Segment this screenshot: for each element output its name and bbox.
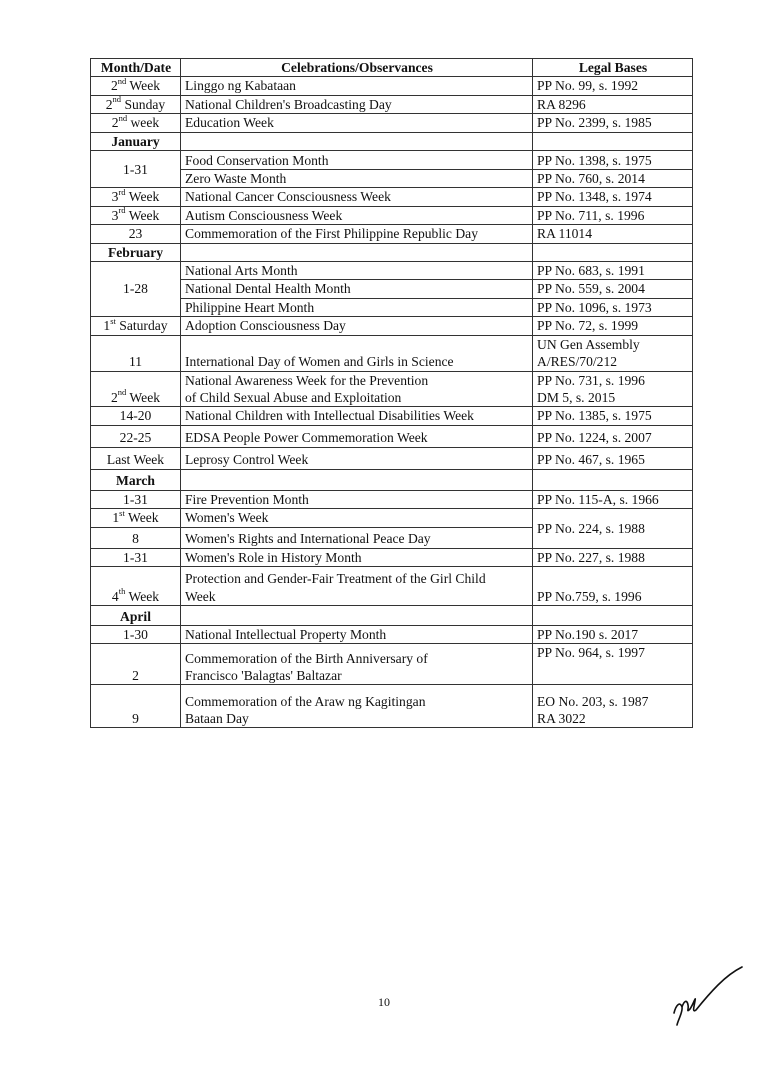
celebration-cell: National Cancer Consciousness Week [181,188,533,206]
empty-cell [181,243,533,261]
celebration-cell: National Children with Intellectual Disabilities Week [181,407,533,425]
table-row [91,509,693,527]
legal-basis-cell: PP No. 683, s. 1991 [533,262,693,280]
table-row [91,206,693,224]
table-row [91,685,693,728]
month-label: February [91,243,181,261]
legal-basis-cell: RA 11014 [533,225,693,243]
header-legal-bases: Legal Bases [533,59,693,77]
month-header-row [91,605,693,625]
header-celebrations: Celebrations/Observances [181,59,533,77]
table-row [91,371,693,407]
legal-basis-cell: PP No. 1096, s. 1973 [533,298,693,316]
legal-basis-cell: PP No. 227, s. 1988 [533,548,693,566]
celebration-cell: Protection and Gender-Fair Treatment of the Girl Child Week [181,566,533,605]
celebration-cell: Commemoration of the Birth Anniversary of Francisco 'Balagtas' Baltazar [181,644,533,685]
date-cell: 2nd Sunday [91,95,181,113]
legal-basis-cell: PP No. 964, s. 1997 [533,644,693,685]
legal-basis-cell: PP No. 760, s. 2014 [533,170,693,188]
date-cell: 1st Week [91,509,181,527]
celebration-cell: National Arts Month [181,262,533,280]
table-row [91,280,693,298]
table-row [91,566,693,605]
date-cell: 1-31 [91,490,181,508]
celebration-cell: National Children's Broadcasting Day [181,95,533,113]
month-header-row [91,243,693,261]
celebration-cell: EDSA People Power Commemoration Week [181,425,533,447]
month-header-row [91,132,693,150]
table-row [91,644,693,685]
date-cell: 3rd Week [91,206,181,224]
date-cell: 3rd Week [91,188,181,206]
celebration-cell: Fire Prevention Month [181,490,533,508]
date-cell: 4th Week [91,566,181,605]
table-row [91,298,693,316]
legal-basis-cell: UN Gen Assembly A/RES/70/212 [533,335,693,371]
legal-basis-cell: PP No. 467, s. 1965 [533,447,693,469]
table-row [91,225,693,243]
legal-basis-cell: PP No. 559, s. 2004 [533,280,693,298]
date-cell: 1-31 [91,151,181,188]
date-cell: 1-31 [91,548,181,566]
table-row [91,407,693,425]
celebration-cell: Commemoration of the Araw ng Kagitingan Bataan Day [181,685,533,728]
date-cell: 14-20 [91,407,181,425]
date-cell: 1-30 [91,625,181,643]
legal-basis-cell: PP No. 1385, s. 1975 [533,407,693,425]
date-cell: 2 [91,644,181,685]
table-row [91,170,693,188]
celebration-cell: National Awareness Week for the Prevention of Child Sexual Abuse and Exploitation [181,371,533,407]
empty-cell [533,132,693,150]
observances-table [90,58,693,728]
celebration-cell: Women's Week [181,509,533,527]
legal-basis-cell: EO No. 203, s. 1987 RA 3022 [533,685,693,728]
legal-basis-cell: PP No. 1398, s. 1975 [533,151,693,170]
legal-basis-cell: PP No. 115-A, s. 1966 [533,490,693,508]
empty-cell [533,605,693,625]
table-row [91,114,693,132]
table-row [91,188,693,206]
table-row [91,95,693,113]
celebration-cell: Philippine Heart Month [181,298,533,316]
table-row [91,425,693,447]
table-row [91,490,693,508]
legal-basis-cell: PP No. 224, s. 1988 [533,509,693,548]
date-cell: 23 [91,225,181,243]
celebration-cell: Women's Rights and International Peace Day [181,527,533,548]
month-label: March [91,469,181,490]
date-cell: 1st Saturday [91,317,181,335]
celebration-cell: Zero Waste Month [181,170,533,188]
signature-initials [668,965,748,1030]
table-row [91,625,693,643]
legal-basis-cell: PP No. 1348, s. 1974 [533,188,693,206]
legal-basis-cell: PP No. 711, s. 1996 [533,206,693,224]
date-cell: 2nd Week [91,77,181,95]
legal-basis-cell: PP No. 1224, s. 2007 [533,425,693,447]
legal-basis-cell: PP No. 99, s. 1992 [533,77,693,95]
date-cell: 22-25 [91,425,181,447]
legal-basis-cell: PP No.759, s. 1996 [533,566,693,605]
date-cell: 2nd week [91,114,181,132]
date-cell: 11 [91,335,181,371]
page-number: 10 [378,995,390,1009]
celebration-cell: Autism Consciousness Week [181,206,533,224]
celebration-cell: National Dental Health Month [181,280,533,298]
celebration-cell: Leprosy Control Week [181,447,533,469]
empty-cell [181,469,533,490]
date-cell: 2nd Week [91,371,181,407]
table-row [91,447,693,469]
date-cell: 9 [91,685,181,728]
celebration-cell: Education Week [181,114,533,132]
empty-cell [181,132,533,150]
table-row [91,317,693,335]
table-row [91,548,693,566]
empty-cell [181,605,533,625]
month-label: April [91,605,181,625]
empty-cell [533,469,693,490]
header-month-date: Month/Date [91,59,181,77]
month-label: January [91,132,181,150]
legal-basis-cell: RA 8296 [533,95,693,113]
legal-basis-cell: PP No. 2399, s. 1985 [533,114,693,132]
table-row [91,262,693,280]
date-cell: Last Week [91,447,181,469]
legal-basis-cell: PP No. 72, s. 1999 [533,317,693,335]
celebration-cell: Commemoration of the First Philippine Republic Day [181,225,533,243]
legal-basis-cell: PP No. 731, s. 1996 DM 5, s. 2015 [533,371,693,407]
celebration-cell: Food Conservation Month [181,151,533,170]
month-header-row [91,469,693,490]
table-row [91,151,693,170]
celebration-cell: Women's Role in History Month [181,548,533,566]
date-cell: 1-28 [91,262,181,317]
table-row [91,77,693,95]
empty-cell [533,243,693,261]
table-row [91,335,693,371]
date-cell: 8 [91,527,181,548]
celebration-cell: Linggo ng Kabataan [181,77,533,95]
celebration-cell: National Intellectual Property Month [181,625,533,643]
table-header-row [91,59,693,77]
legal-basis-cell: PP No.190 s. 2017 [533,625,693,643]
celebration-cell: Adoption Consciousness Day [181,317,533,335]
celebration-cell: International Day of Women and Girls in Science [181,335,533,371]
